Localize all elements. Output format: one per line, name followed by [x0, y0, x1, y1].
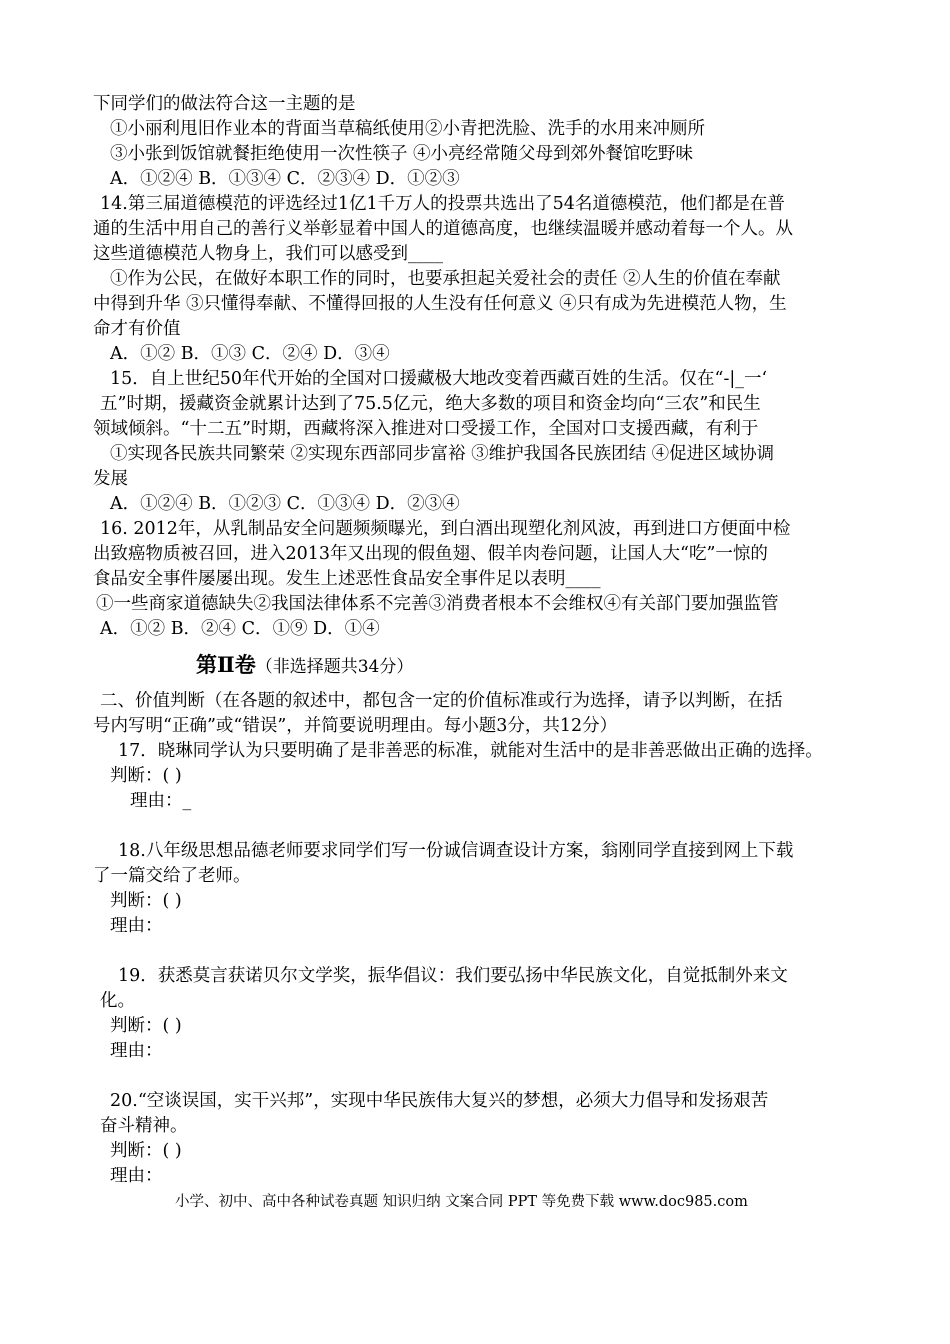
question-14-stem: 这些道德模范人物身上，我们可以感受到____: [93, 244, 443, 264]
question-16-choices: A．①② B．②④ C．①⑨ D．①④: [100, 619, 380, 639]
question-17-judgment: 判断：( ): [110, 766, 182, 786]
question-19-judgment: 判断：( ): [110, 1016, 182, 1036]
question-17-statement: 17．晓琳同学认为只要明确了是非善恶的标准，就能对生活中的是非善恶做出正确的选择。: [118, 741, 823, 761]
question-15-stem: 领域倾斜。“十二五”时期，西藏将深入推进对口受援工作，全国对口支援西藏，有利于: [93, 419, 759, 439]
question-14-option-line: 命才有价值: [93, 319, 181, 339]
question-18-reason: 理由：: [110, 916, 163, 936]
part-2-instructions: 号内写明“正确”或“错误”，并简要说明理由。每小题3分，共12分）: [93, 716, 618, 736]
question-14-stem: 14.第三届道德模范的评选经过1亿1千万人的投票共选出了54名道德模范，他们都是在普: [100, 194, 785, 214]
question-15-option-line: 发展: [93, 469, 128, 489]
question-14-option-line: 中得到升华 ③只懂得奉献、不懂得回报的人生没有任何意义 ④只有成为先进模范人物，生: [93, 294, 787, 314]
question-19-reason: 理由：: [110, 1041, 163, 1061]
question-16-stem: 16. 2012年，从乳制品安全问题频频曝光，到白酒出现塑化剂风波，再到进口方便面中检: [100, 519, 791, 539]
question-20-statement: 20.“空谈误国，实干兴邦”，实现中华民族伟大复兴的梦想，必须大力倡导和发扬艰苦: [110, 1091, 769, 1111]
question-13-option-line: ①小丽利甩旧作业本的背面当草稿纸使用②小青把洗脸、洗手的水用来冲厕所: [110, 119, 705, 139]
section-2-heading: [196, 652, 413, 680]
part-2-instructions: 二、价值判断（在各题的叙述中，都包含一定的价值标准或行为选择，请予以判断，在括: [100, 691, 783, 711]
question-13-stem-end: 下同学们的做法符合这一主题的是: [93, 94, 356, 114]
question-17-reason: 理由：_: [130, 791, 192, 811]
question-20-statement: 奋斗精神。: [100, 1116, 188, 1136]
question-14-choices: A．①② B．①③ C．②④ D．③④: [110, 344, 390, 364]
question-13-option-line: ③小张到饭馆就餐拒绝使用一次性筷子 ④小亮经常随父母到郊外餐馆吃野味: [110, 144, 694, 164]
question-16-option-line: ①一些商家道德缺失②我国法律体系不完善③消费者根本不会维权④有关部门要加强监管: [96, 594, 779, 614]
section-2-title: 第Ⅱ卷: [196, 652, 256, 677]
question-18-statement: 18.八年级思想品德老师要求同学们写一份诚信调查设计方案，翁刚同学直接到网上下载: [118, 841, 794, 861]
question-14-option-line: ①作为公民，在做好本职工作的同时，也要承担起关爱社会的责任 ②人生的价值在奉献: [110, 269, 781, 289]
question-19-statement: 19．获悉莫言获诺贝尔文学奖，振华倡议：我们要弘扬中华民族文化，自觉抵制外来文: [118, 966, 788, 986]
question-19-statement: 化。: [100, 991, 135, 1011]
page-footer: 小学、初中、高中各种试卷真题 知识归纳 文案合同 PPT 等免费下载 www.doc985.com: [175, 1194, 748, 1210]
question-16-stem: 出致癌物质被召回，进入2013年又出现的假鱼翅、假羊肉卷问题，让国人大“吃”一惊的: [93, 544, 768, 564]
section-2-subtitle: （非选择题共34分）: [255, 657, 414, 677]
question-20-judgment: 判断：( ): [110, 1141, 182, 1161]
question-20-reason: 理由：: [110, 1166, 163, 1186]
question-18-judgment: 判断：( ): [110, 891, 182, 911]
question-13-choices: A．①②④ B．①③④ C．②③④ D．①②③: [110, 169, 460, 189]
question-15-stem: 15．自上世纪50年代开始的全国对口援藏极大地改变着西藏百姓的生活。仅在“-|_一‘: [110, 369, 768, 389]
question-16-stem: 食品安全事件屡屡出现。发生上述恶性食品安全事件足以表明____: [93, 569, 601, 589]
question-15-option-line: ①实现各民族共同繁荣 ②实现东西部同步富裕 ③维护我国各民族团结 ④促进区域协调: [110, 444, 775, 464]
question-18-statement: 了一篇交给了老师。: [93, 866, 251, 886]
question-15-stem: 五”时期，援藏资金就累计达到了75.5亿元，绝大多数的项目和资金均向“三农”和民生: [100, 394, 761, 414]
question-14-stem: 通的生活中用自己的善行义举彰显着中国人的道德高度，也继续温暖并感动着每一个人。从: [93, 219, 793, 239]
question-15-choices: A．①②④ B．①②③ C．①③④ D．②③④: [110, 494, 460, 514]
